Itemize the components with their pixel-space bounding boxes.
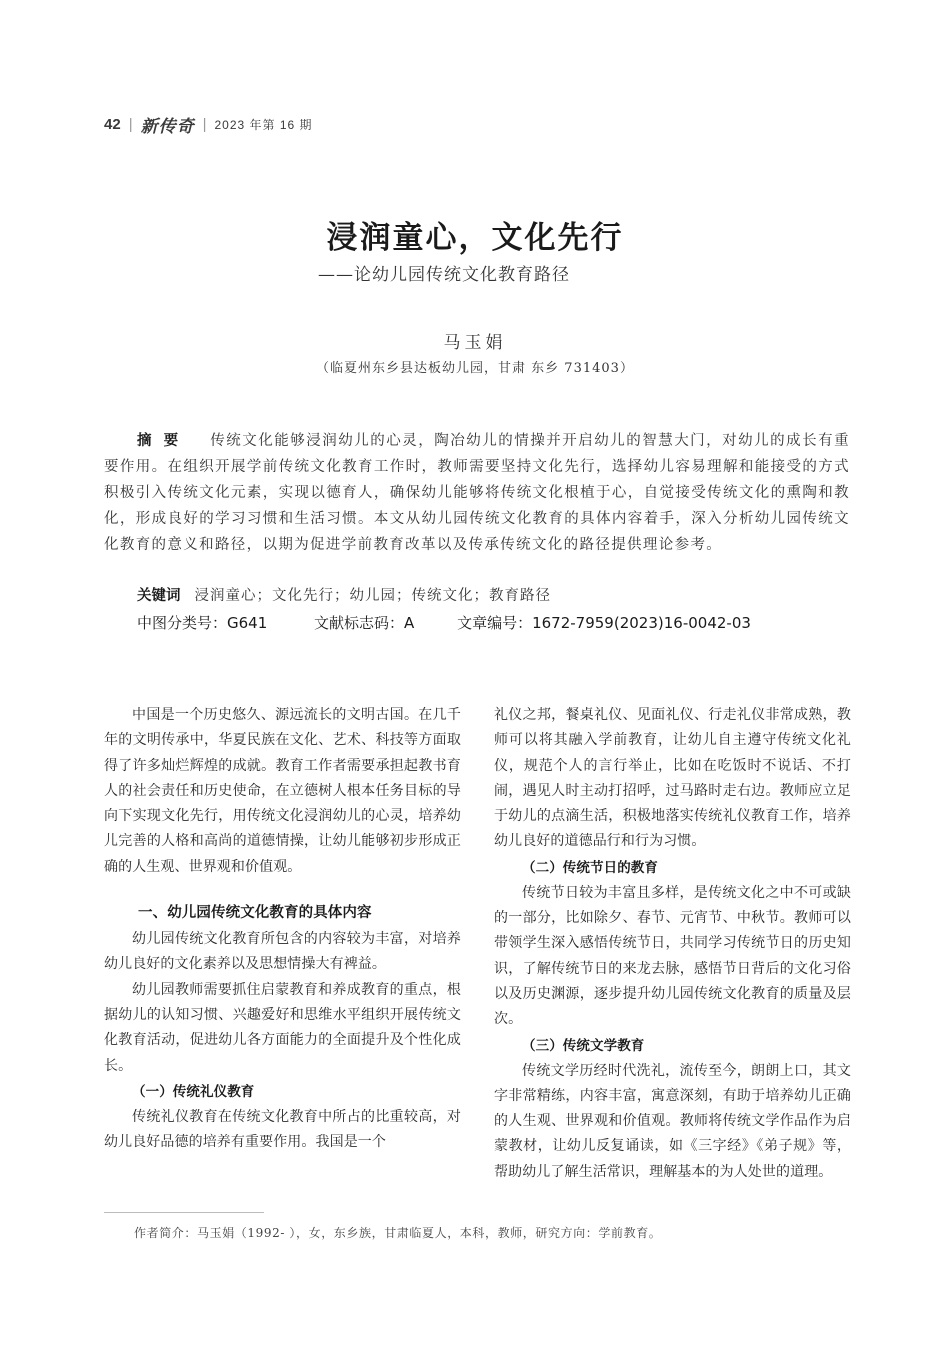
abstract-text: 传统文化能够浸润幼儿的心灵，陶冶幼儿的情操并开启幼儿的智慧大门，对幼儿的成长有重要作用。在组织开展学前传统文化教育工作时，教师需要坚持文化先行，选择幼儿容易理解和能接受的方式积极引入传统文化元素，实现以德育人，确保幼儿能够将传统文化根植于心，自觉接受传统文化的熏陶和教化，形成良好的学习习惯和生活习惯。本文从幼儿园传统文化教育的具体内容着手，深入分析幼儿园传统文化教育的意义和路径，以期为促进学前教育改革以及传承传统文化的路径提供理论参考。 <box>104 433 851 553</box>
intro-paragraph: 中国是一个历史悠久、源远流长的文明古国。在几千年的文明传承中，华夏民族在文化、艺术、科技等方面取得了许多灿烂辉煌的成就。教育工作者需要承担起教书育人的社会责任和历史使命，在立德树人根本任务目标的导向下实现文化先行，用传统文化浸润幼儿的心灵，培养幼儿完善的人格和高尚的道德情操，让幼儿能够初步形成正确的人生观、世界观和价值观。 <box>104 707 461 875</box>
header-divider: | <box>128 115 133 133</box>
right-column <box>494 703 851 1185</box>
subsection-heading: （一）传统礼仪教育 <box>132 1083 255 1100</box>
subsection-heading: （三）传统文学教育 <box>522 1037 645 1054</box>
left-column <box>104 703 461 1155</box>
abstract-label: 摘要 <box>137 433 191 449</box>
body-paragraph: 传统文学历经时代洗礼，流传至今，朗朗上口，其文字非常精练，内容丰富，寓意深刻，有助于培养幼儿正确的人生观、世界观和价值观。教师将传统文学作品作为启蒙教材，让幼儿反复诵读，如《三字经》《弟子规》等，帮助幼儿了解生活常识，理解基本的为人处世的道理。 <box>494 1062 851 1180</box>
body-paragraph: 幼儿园传统文化教育所包含的内容较为丰富，对培养幼儿良好的文化素养以及思想情操大有裨益。 <box>104 931 461 973</box>
subsection-heading: （二）传统节日的教育 <box>522 859 658 876</box>
clc-number: 中图分类号：G641 <box>137 614 268 632</box>
keywords-text: 浸润童心；文化先行；幼儿园；传统文化；教育路径 <box>194 588 551 604</box>
header-divider: | <box>202 115 207 133</box>
journal-logo: 新传奇 <box>140 116 195 137</box>
page-number: 42 <box>104 115 121 133</box>
body-paragraph: 传统节日较为丰富且多样，是传统文化之中不可或缺的一部分，比如除夕、春节、元宵节、中秋节。教师可以带领学生深入感悟传统节日，共同学习传统节日的历史知识，了解传统节日的来龙去脉，感悟节日背后的文化习俗以及历史渊源，逐步提升幼儿园传统文化教育的质量及层次。 <box>494 884 851 1028</box>
body-paragraph: 礼仪之邦，餐桌礼仪、见面礼仪、行走礼仪非常成熟，教师可以将其融入学前教育，让幼儿自主遵守传统文化礼仪，规范个人的言行举止，比如在吃饭时不说话、不打闹，遇见人时主动打招呼，过马路时走右边。教师应立足于幼儿的点滴生活，积极地落实传统礼仪教育工作，培养幼儿良好的道德品行和行为习惯。 <box>494 707 851 850</box>
author-name: 马玉娟 <box>443 333 507 353</box>
body-paragraph: 传统礼仪教育在传统文化教育中所占的比重较高，对幼儿良好品德的培养有重要作用。我国是一个 <box>104 1108 461 1151</box>
document-code: 文献标志码：A <box>314 614 415 632</box>
article-title: 浸润童心，文化先行 <box>326 220 624 256</box>
keywords-label: 关键词 <box>137 588 181 604</box>
article-subtitle: ——论幼儿园传统文化教育路径 <box>318 265 570 285</box>
footnote-rule <box>104 1212 264 1213</box>
issue-label: 2023 年第 16 期 <box>214 117 313 132</box>
classification-line <box>137 612 751 633</box>
running-header <box>104 113 313 135</box>
author-footnote: 作者简介：马玉娟（1992- ），女，东乡族，甘肃临夏人，本科，教师，研究方向：学前教育。 <box>134 1226 662 1240</box>
keywords <box>137 584 551 605</box>
article-number: 文章编号：1672-7959(2023)16-0042-03 <box>457 614 751 632</box>
body-paragraph: 幼儿园教师需要抓住启蒙教育和养成教育的重点，根据幼儿的认知习惯、兴趣爱好和思维水平组织开展传统文化教育活动，促进幼儿各方面能力的全面提升及个性化成长。 <box>104 981 461 1074</box>
section-heading: 一、幼儿园传统文化教育的具体内容 <box>138 905 372 922</box>
author-affiliation: （临夏州东乡县达板幼儿园，甘肃 东乡 731403） <box>316 361 634 376</box>
abstract <box>104 428 850 558</box>
